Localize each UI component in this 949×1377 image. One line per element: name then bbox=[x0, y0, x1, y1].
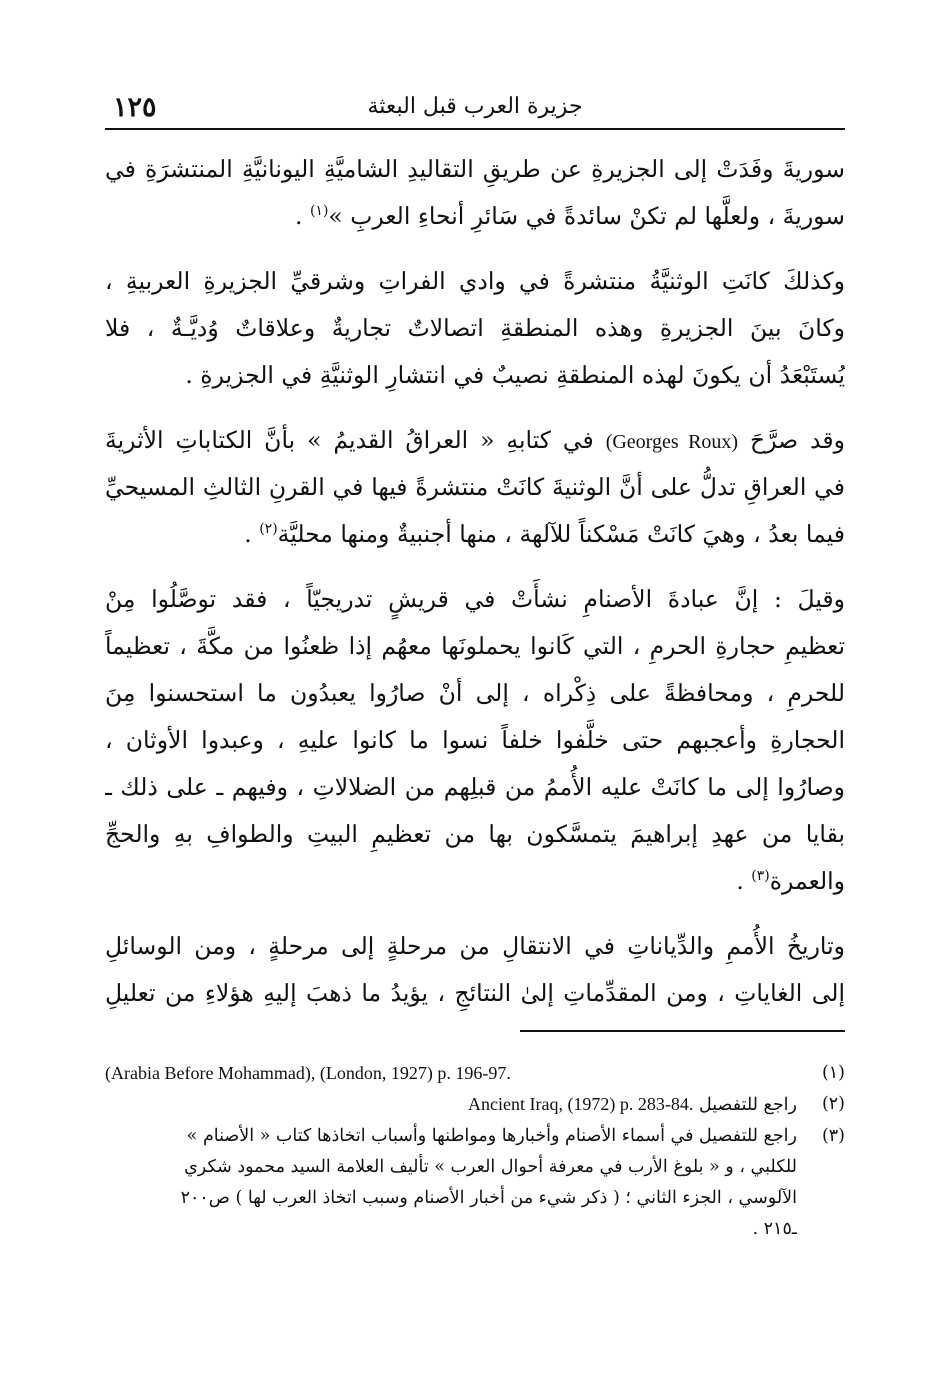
footnote-1 bbox=[105, 1058, 845, 1089]
line-text: فيما بعدُ ، وهيَ كانَتْ مَسْكناً للآلهة ، منها أجنبيةٌ ومنها محليَّة bbox=[277, 520, 845, 548]
paragraph-5 bbox=[105, 923, 845, 1017]
footnote-line: ـ٢١٥ . bbox=[752, 1219, 797, 1239]
line-text: في كتابهِ « العراقُ القديمُ » بأنَّ الكتاباتِ الأثريةَ bbox=[105, 426, 594, 454]
footnote-mark: (٢) bbox=[259, 521, 278, 538]
line-text: سوريةَ ، ولعلَّها لم تكنْ سائدةً في سَائرِ أنحاءِ العربِ » bbox=[328, 202, 845, 230]
text-line: يُستَبْعَدُ أن يكونَ لهذه المنطقةِ نصيبٌ في انتشارِ الوثنيَّةِ في الجزيرةِ . bbox=[185, 361, 845, 389]
text-line: وقيلَ : إنَّ عبادةَ الأصنامِ نشأَتْ في قريشٍ تدريجيّاً ، فقد توصَّلُوا مِنْ bbox=[105, 585, 845, 613]
footnote-number: (١) bbox=[821, 1063, 845, 1083]
header-rule bbox=[105, 128, 845, 130]
footnote-2 bbox=[105, 1089, 845, 1121]
text-line bbox=[105, 193, 845, 240]
text-line: سوريةَ وفَدَتْ إلى الجزيرةِ عن طريقِ التقاليدِ الشاميَّةِ اليونانيَّةِ المنتشرَةِ في bbox=[105, 155, 845, 183]
text-line: وكذلكَ كانَتِ الوثنيَّةُ منتشرةً في وادي الفراتِ وشرقيِّ الجزيرةِ العربيةِ ، bbox=[105, 267, 845, 295]
text-line: للحرمِ ، ومحافظةً على ذِكْراه ، إلى أنْ صارُوا يعبدُون ما استحسنوا مِنَ bbox=[105, 679, 845, 707]
line-text: والعمرة bbox=[769, 867, 845, 895]
line-tail: . bbox=[244, 520, 260, 548]
footnote-number: (٢) bbox=[821, 1094, 845, 1114]
footnote-3 bbox=[105, 1121, 845, 1245]
footnote-mark: (١) bbox=[309, 203, 329, 220]
footnote-text: راجع للتفصيل bbox=[699, 1095, 797, 1115]
line-text: وقد صرَّحَ bbox=[750, 426, 845, 454]
line-tail: . bbox=[294, 202, 310, 230]
footnote-citation: Ancient Iraq, (1972) p. 283-84. bbox=[467, 1094, 694, 1114]
text-line: بقايا من عهدِ إبراهيمَ يتمسَّكون بها من تعظيمِ البيتِ والطوافِ بهِ والحجِّ bbox=[105, 820, 845, 848]
footnote-line: راجع للتفصيل في أسماء الأصنام وأخبارها ومواطنها وأسباب اتخاذها كتاب « الأصنام » bbox=[186, 1126, 797, 1146]
page-header bbox=[105, 88, 845, 130]
footnote-line bbox=[105, 1089, 797, 1121]
running-title: جزيرة العرب قبل البعثة bbox=[367, 94, 583, 119]
text-line: تعظيمِ حجارةِ الحرمِ ، التي كَانوا يحملونَها معهُم إذا ظعنُوا من مكَّةَ ، تعظيماً bbox=[105, 632, 845, 660]
text-line: في العراقِ تدلُّ على أنَّ الوثنيةَ كانَتْ منتشرةً فيها في القرنِ الثالثِ المسيحيِّ bbox=[105, 473, 845, 501]
footnote-number: (٣) bbox=[821, 1126, 845, 1146]
footnote-line: الآلوسي ، الجزء الثاني ؛ ( ذكر شيء من أخبار الأصنام وسبب اتخاذ العرب لها ) ص٢٠٠ bbox=[180, 1188, 797, 1208]
paragraph-4 bbox=[105, 576, 845, 905]
footnote-citation: (Arabia Before Mohammad), (London, 1927) p. 196-97. bbox=[105, 1063, 511, 1083]
text-line: وصارُوا إلى ما كانَتْ عليه الأُممُ من قبلِهم من الضلالاتِ ، وفيهم ـ على ذلك ـ bbox=[105, 773, 845, 801]
text-line: وتاريخُ الأُممِ والدِّياناتِ في الانتقالِ من مرحلةٍ إلى مرحلةٍ ، ومن الوسائلِ bbox=[105, 932, 845, 960]
text-line: الحجارةِ وأعجبهم حتى خلَّفوا خلفاً نسوا ما كانوا عليهِ ، وعبدوا الأوثان ، bbox=[105, 726, 845, 754]
paragraph-3 bbox=[105, 417, 845, 558]
line-tail: . bbox=[736, 867, 752, 895]
page-number: ١٢٥ bbox=[113, 92, 157, 123]
paragraph-2 bbox=[105, 258, 845, 399]
text-line bbox=[105, 511, 845, 558]
text-line bbox=[105, 417, 845, 464]
text-line bbox=[105, 858, 845, 905]
text-line: إلى الغاياتِ ، ومن المقدِّماتِ إلىٰ النتائجِ ، يؤيدُ ما ذهبَ إليهِ هؤلاءِ من تعليلِ bbox=[105, 979, 845, 1007]
footnote-line: للكلبي ، و « بلوغ الأرب في معرفة أحوال العرب » تأليف العلامة السيد محمود شكري bbox=[184, 1157, 797, 1177]
main-text bbox=[105, 146, 845, 1017]
footnotes bbox=[105, 1058, 845, 1245]
footnote-rule bbox=[520, 1030, 845, 1032]
footnote-mark: (٣) bbox=[751, 868, 770, 885]
latin-author-name: (Georges Roux) bbox=[605, 431, 739, 453]
paragraph-1 bbox=[105, 146, 845, 240]
text-line: وكانَ بينَ الجزيرةِ وهذه المنطقةِ اتصالاتٌ تجاريةٌ وعلاقاتٌ وُديَّـةٌ ، فلا bbox=[105, 314, 845, 342]
